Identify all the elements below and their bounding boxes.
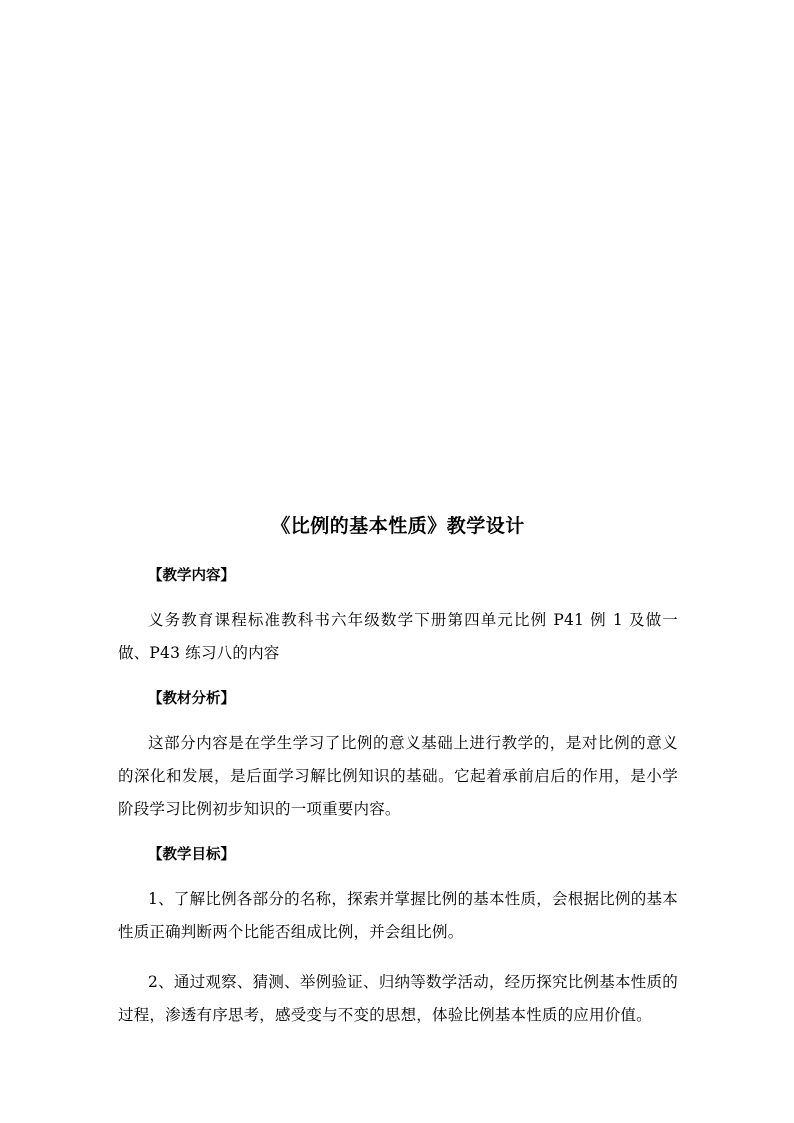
section-heading: 【教学内容】 [148,568,235,584]
section-heading: 【教学目标】 [148,847,235,863]
section-paragraph: 这部分内容是在学生学习了比例的意义基础上进行教学的，是对比例的意义的深化和发展，是后面学习解比例知识的基础。它起着承前启后的作用，是小学阶段学习比例初步知识的一项重要内容。 [118,734,678,818]
document-body [118,510,678,1049]
section-teaching-objectives [118,843,678,1032]
section-heading: 【教材分析】 [148,691,235,707]
section-paragraph: 义务教育课程标准教科书六年级数学下册第四单元比例 P41 例 1 及做一做、P43 练习八的内容 [118,611,678,662]
document-title: 《比例的基本性质》教学设计 [271,515,525,537]
section-paragraph: 1、了解比例各部分的名称，探索并掌握比例的基本性质，会根据比例的基本性质正确判断两个比能否组成比例，并会组比例。 [118,890,678,941]
section-paragraph: 2、通过观察、猜测、举例验证、归纳等数学活动，经历探究比例基本性质的过程，渗透有序思考，感受变与不变的思想，体验比例基本性质的应用价值。 [118,973,678,1024]
section-textbook-analysis [118,687,678,826]
section-teaching-content [118,564,678,670]
